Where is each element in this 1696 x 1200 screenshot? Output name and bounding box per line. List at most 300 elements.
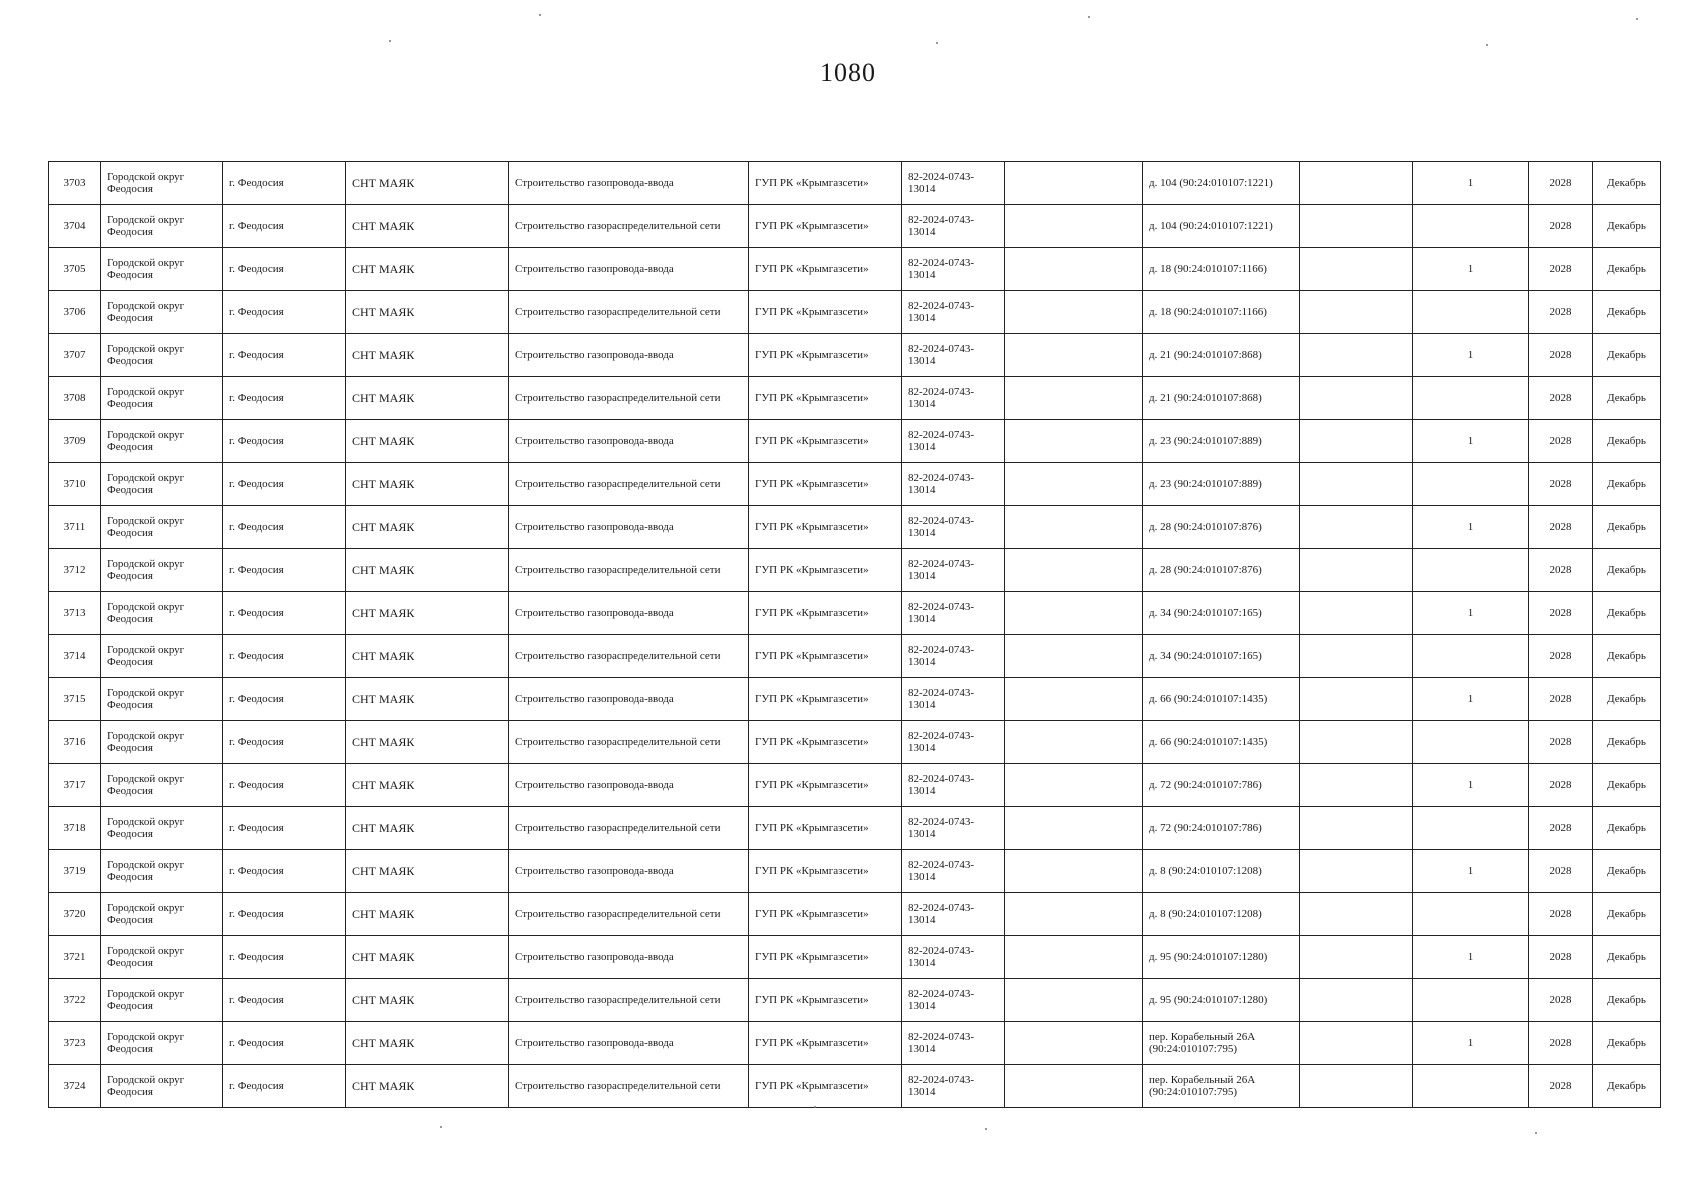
empty-cell: [1005, 549, 1143, 592]
work-type-cell: Строительство газопровода-ввода: [509, 850, 749, 893]
scan-speck: [1636, 18, 1638, 20]
quantity-cell: 1: [1413, 764, 1529, 807]
organization-cell: ГУП РК «Крымгазсети»: [749, 979, 902, 1022]
work-type-cell: Строительство газораспределительной сети: [509, 979, 749, 1022]
empty-cell: [1300, 721, 1413, 764]
quantity-cell: 1: [1413, 936, 1529, 979]
district-cell: Городской округ Феодосия: [101, 979, 223, 1022]
district-cell: Городской округ Феодосия: [101, 850, 223, 893]
works-table: [48, 161, 1661, 1108]
table-row: [49, 678, 1661, 721]
settlement-cell: СНТ МАЯК: [346, 635, 509, 678]
work-type-cell: Строительство газопровода-ввода: [509, 506, 749, 549]
table-row: [49, 936, 1661, 979]
scan-speck: [389, 40, 391, 42]
quantity-cell: 1: [1413, 1022, 1529, 1065]
address-cell: д. 23 (90:24:010107:889): [1143, 463, 1300, 506]
empty-cell: [1005, 592, 1143, 635]
empty-cell: [1005, 334, 1143, 377]
row-number-cell: 3717: [49, 764, 101, 807]
city-cell: г. Феодосия: [223, 721, 346, 764]
work-type-cell: Строительство газопровода-ввода: [509, 162, 749, 205]
table-row: [49, 377, 1661, 420]
code-cell: 82-2024-0743-13014: [902, 850, 1005, 893]
city-cell: г. Феодосия: [223, 334, 346, 377]
address-cell: д. 23 (90:24:010107:889): [1143, 420, 1300, 463]
address-cell: д. 21 (90:24:010107:868): [1143, 334, 1300, 377]
month-cell: Декабрь: [1593, 549, 1661, 592]
work-type-cell: Строительство газопровода-ввода: [509, 1022, 749, 1065]
empty-cell: [1300, 764, 1413, 807]
organization-cell: ГУП РК «Крымгазсети»: [749, 592, 902, 635]
month-cell: Декабрь: [1593, 936, 1661, 979]
row-number-cell: 3708: [49, 377, 101, 420]
code-cell: 82-2024-0743-13014: [902, 205, 1005, 248]
year-cell: 2028: [1529, 893, 1593, 936]
work-type-cell: Строительство газораспределительной сети: [509, 721, 749, 764]
quantity-cell: [1413, 635, 1529, 678]
quantity-cell: 1: [1413, 420, 1529, 463]
quantity-cell: [1413, 979, 1529, 1022]
code-cell: 82-2024-0743-13014: [902, 893, 1005, 936]
month-cell: Декабрь: [1593, 635, 1661, 678]
address-cell: д. 66 (90:24:010107:1435): [1143, 678, 1300, 721]
organization-cell: ГУП РК «Крымгазсети»: [749, 205, 902, 248]
code-cell: 82-2024-0743-13014: [902, 463, 1005, 506]
month-cell: Декабрь: [1593, 506, 1661, 549]
year-cell: 2028: [1529, 420, 1593, 463]
organization-cell: ГУП РК «Крымгазсети»: [749, 549, 902, 592]
settlement-cell: СНТ МАЯК: [346, 592, 509, 635]
row-number-cell: 3718: [49, 807, 101, 850]
organization-cell: ГУП РК «Крымгазсети»: [749, 420, 902, 463]
settlement-cell: СНТ МАЯК: [346, 1065, 509, 1108]
table-body: [49, 162, 1661, 1108]
organization-cell: ГУП РК «Крымгазсети»: [749, 1022, 902, 1065]
district-cell: Городской округ Феодосия: [101, 936, 223, 979]
table-row: [49, 979, 1661, 1022]
scan-speck: [539, 14, 541, 16]
row-number-cell: 3721: [49, 936, 101, 979]
organization-cell: ГУП РК «Крымгазсети»: [749, 506, 902, 549]
district-cell: Городской округ Феодосия: [101, 592, 223, 635]
settlement-cell: СНТ МАЯК: [346, 807, 509, 850]
row-number-cell: 3710: [49, 463, 101, 506]
address-cell: д. 104 (90:24:010107:1221): [1143, 162, 1300, 205]
empty-cell: [1005, 291, 1143, 334]
quantity-cell: 1: [1413, 592, 1529, 635]
quantity-cell: 1: [1413, 506, 1529, 549]
address-cell: пер. Корабельный 26А (90:24:010107:795): [1143, 1022, 1300, 1065]
district-cell: Городской округ Феодосия: [101, 807, 223, 850]
code-cell: 82-2024-0743-13014: [902, 1065, 1005, 1108]
year-cell: 2028: [1529, 678, 1593, 721]
address-cell: пер. Корабельный 26А (90:24:010107:795): [1143, 1065, 1300, 1108]
empty-cell: [1005, 721, 1143, 764]
scan-speck: [440, 1126, 442, 1128]
row-number-cell: 3722: [49, 979, 101, 1022]
month-cell: Декабрь: [1593, 1065, 1661, 1108]
city-cell: г. Феодосия: [223, 506, 346, 549]
district-cell: Городской округ Феодосия: [101, 162, 223, 205]
empty-cell: [1005, 162, 1143, 205]
year-cell: 2028: [1529, 162, 1593, 205]
row-number-cell: 3719: [49, 850, 101, 893]
row-number-cell: 3713: [49, 592, 101, 635]
address-cell: д. 28 (90:24:010107:876): [1143, 506, 1300, 549]
empty-cell: [1005, 463, 1143, 506]
empty-cell: [1300, 377, 1413, 420]
organization-cell: ГУП РК «Крымгазсети»: [749, 1065, 902, 1108]
work-type-cell: Строительство газораспределительной сети: [509, 463, 749, 506]
year-cell: 2028: [1529, 807, 1593, 850]
settlement-cell: СНТ МАЯК: [346, 506, 509, 549]
empty-cell: [1300, 162, 1413, 205]
row-number-cell: 3706: [49, 291, 101, 334]
month-cell: Декабрь: [1593, 979, 1661, 1022]
month-cell: Декабрь: [1593, 334, 1661, 377]
city-cell: г. Феодосия: [223, 764, 346, 807]
city-cell: г. Феодосия: [223, 549, 346, 592]
month-cell: Декабрь: [1593, 721, 1661, 764]
row-number-cell: 3723: [49, 1022, 101, 1065]
empty-cell: [1300, 205, 1413, 248]
scan-speck: [985, 1128, 987, 1130]
address-cell: д. 8 (90:24:010107:1208): [1143, 850, 1300, 893]
empty-cell: [1005, 1065, 1143, 1108]
year-cell: 2028: [1529, 549, 1593, 592]
empty-cell: [1300, 1022, 1413, 1065]
city-cell: г. Феодосия: [223, 893, 346, 936]
settlement-cell: СНТ МАЯК: [346, 291, 509, 334]
table-row: [49, 635, 1661, 678]
empty-cell: [1005, 893, 1143, 936]
month-cell: Декабрь: [1593, 377, 1661, 420]
address-cell: д. 34 (90:24:010107:165): [1143, 635, 1300, 678]
address-cell: д. 18 (90:24:010107:1166): [1143, 248, 1300, 291]
quantity-cell: [1413, 1065, 1529, 1108]
table-row: [49, 291, 1661, 334]
code-cell: 82-2024-0743-13014: [902, 807, 1005, 850]
organization-cell: ГУП РК «Крымгазсети»: [749, 678, 902, 721]
code-cell: 82-2024-0743-13014: [902, 979, 1005, 1022]
organization-cell: ГУП РК «Крымгазсети»: [749, 635, 902, 678]
settlement-cell: СНТ МАЯК: [346, 893, 509, 936]
empty-cell: [1300, 420, 1413, 463]
district-cell: Городской округ Феодосия: [101, 377, 223, 420]
row-number-cell: 3709: [49, 420, 101, 463]
code-cell: 82-2024-0743-13014: [902, 506, 1005, 549]
city-cell: г. Феодосия: [223, 291, 346, 334]
settlement-cell: СНТ МАЯК: [346, 334, 509, 377]
year-cell: 2028: [1529, 463, 1593, 506]
code-cell: 82-2024-0743-13014: [902, 420, 1005, 463]
page-number: 1080: [820, 58, 876, 87]
row-number-cell: 3712: [49, 549, 101, 592]
empty-cell: [1005, 506, 1143, 549]
month-cell: Декабрь: [1593, 248, 1661, 291]
year-cell: 2028: [1529, 377, 1593, 420]
year-cell: 2028: [1529, 979, 1593, 1022]
quantity-cell: 1: [1413, 678, 1529, 721]
table-row: [49, 506, 1661, 549]
code-cell: 82-2024-0743-13014: [902, 162, 1005, 205]
month-cell: Декабрь: [1593, 592, 1661, 635]
scan-speck: [1486, 44, 1488, 46]
organization-cell: ГУП РК «Крымгазсети»: [749, 893, 902, 936]
work-type-cell: Строительство газопровода-ввода: [509, 592, 749, 635]
table-row: [49, 248, 1661, 291]
city-cell: г. Феодосия: [223, 1022, 346, 1065]
table-row: [49, 205, 1661, 248]
month-cell: Декабрь: [1593, 291, 1661, 334]
year-cell: 2028: [1529, 291, 1593, 334]
empty-cell: [1005, 420, 1143, 463]
settlement-cell: СНТ МАЯК: [346, 463, 509, 506]
city-cell: г. Феодосия: [223, 850, 346, 893]
row-number-cell: 3704: [49, 205, 101, 248]
address-cell: д. 18 (90:24:010107:1166): [1143, 291, 1300, 334]
month-cell: Декабрь: [1593, 420, 1661, 463]
city-cell: г. Феодосия: [223, 678, 346, 721]
empty-cell: [1005, 764, 1143, 807]
quantity-cell: 1: [1413, 162, 1529, 205]
quantity-cell: [1413, 893, 1529, 936]
district-cell: Городской округ Феодосия: [101, 1022, 223, 1065]
quantity-cell: [1413, 721, 1529, 764]
quantity-cell: [1413, 291, 1529, 334]
settlement-cell: СНТ МАЯК: [346, 936, 509, 979]
empty-cell: [1300, 678, 1413, 721]
empty-cell: [1300, 506, 1413, 549]
city-cell: г. Феодосия: [223, 807, 346, 850]
address-cell: д. 72 (90:24:010107:786): [1143, 807, 1300, 850]
city-cell: г. Феодосия: [223, 420, 346, 463]
organization-cell: ГУП РК «Крымгазсети»: [749, 291, 902, 334]
empty-cell: [1300, 893, 1413, 936]
city-cell: г. Феодосия: [223, 463, 346, 506]
city-cell: г. Феодосия: [223, 162, 346, 205]
district-cell: Городской округ Феодосия: [101, 635, 223, 678]
code-cell: 82-2024-0743-13014: [902, 592, 1005, 635]
city-cell: г. Феодосия: [223, 635, 346, 678]
code-cell: 82-2024-0743-13014: [902, 721, 1005, 764]
month-cell: Декабрь: [1593, 162, 1661, 205]
empty-cell: [1300, 291, 1413, 334]
scan-speck: [936, 42, 938, 44]
empty-cell: [1005, 850, 1143, 893]
code-cell: 82-2024-0743-13014: [902, 936, 1005, 979]
table-row: [49, 721, 1661, 764]
table-row: [49, 893, 1661, 936]
empty-cell: [1005, 936, 1143, 979]
work-type-cell: Строительство газопровода-ввода: [509, 764, 749, 807]
city-cell: г. Феодосия: [223, 1065, 346, 1108]
empty-cell: [1005, 807, 1143, 850]
empty-cell: [1005, 205, 1143, 248]
month-cell: Декабрь: [1593, 205, 1661, 248]
year-cell: 2028: [1529, 850, 1593, 893]
table-row: [49, 592, 1661, 635]
address-cell: д. 95 (90:24:010107:1280): [1143, 979, 1300, 1022]
quantity-cell: 1: [1413, 248, 1529, 291]
settlement-cell: СНТ МАЯК: [346, 678, 509, 721]
district-cell: Городской округ Феодосия: [101, 678, 223, 721]
district-cell: Городской округ Феодосия: [101, 721, 223, 764]
quantity-cell: 1: [1413, 850, 1529, 893]
settlement-cell: СНТ МАЯК: [346, 162, 509, 205]
address-cell: д. 34 (90:24:010107:165): [1143, 592, 1300, 635]
empty-cell: [1300, 979, 1413, 1022]
work-type-cell: Строительство газораспределительной сети: [509, 549, 749, 592]
table-row: [49, 1022, 1661, 1065]
table-row: [49, 850, 1661, 893]
settlement-cell: СНТ МАЯК: [346, 248, 509, 291]
table-row: [49, 420, 1661, 463]
code-cell: 82-2024-0743-13014: [902, 1022, 1005, 1065]
settlement-cell: СНТ МАЯК: [346, 549, 509, 592]
work-type-cell: Строительство газораспределительной сети: [509, 205, 749, 248]
empty-cell: [1005, 678, 1143, 721]
work-type-cell: Строительство газопровода-ввода: [509, 334, 749, 377]
code-cell: 82-2024-0743-13014: [902, 377, 1005, 420]
row-number-cell: 3711: [49, 506, 101, 549]
month-cell: Декабрь: [1593, 764, 1661, 807]
code-cell: 82-2024-0743-13014: [902, 291, 1005, 334]
table-row: [49, 764, 1661, 807]
row-number-cell: 3707: [49, 334, 101, 377]
row-number-cell: 3705: [49, 248, 101, 291]
table-row: [49, 807, 1661, 850]
table-row: [49, 463, 1661, 506]
month-cell: Декабрь: [1593, 463, 1661, 506]
row-number-cell: 3714: [49, 635, 101, 678]
year-cell: 2028: [1529, 205, 1593, 248]
year-cell: 2028: [1529, 1022, 1593, 1065]
district-cell: Городской округ Феодосия: [101, 506, 223, 549]
empty-cell: [1300, 936, 1413, 979]
empty-cell: [1300, 1065, 1413, 1108]
scan-speck: [1535, 1132, 1537, 1134]
work-type-cell: Строительство газопровода-ввода: [509, 248, 749, 291]
work-type-cell: Строительство газораспределительной сети: [509, 1065, 749, 1108]
organization-cell: ГУП РК «Крымгазсети»: [749, 162, 902, 205]
city-cell: г. Феодосия: [223, 936, 346, 979]
settlement-cell: СНТ МАЯК: [346, 764, 509, 807]
settlement-cell: СНТ МАЯК: [346, 1022, 509, 1065]
district-cell: Городской округ Феодосия: [101, 764, 223, 807]
address-cell: д. 95 (90:24:010107:1280): [1143, 936, 1300, 979]
year-cell: 2028: [1529, 248, 1593, 291]
empty-cell: [1300, 334, 1413, 377]
district-cell: Городской округ Феодосия: [101, 420, 223, 463]
address-cell: д. 66 (90:24:010107:1435): [1143, 721, 1300, 764]
year-cell: 2028: [1529, 334, 1593, 377]
row-number-cell: 3724: [49, 1065, 101, 1108]
month-cell: Декабрь: [1593, 1022, 1661, 1065]
code-cell: 82-2024-0743-13014: [902, 635, 1005, 678]
settlement-cell: СНТ МАЯК: [346, 420, 509, 463]
organization-cell: ГУП РК «Крымгазсети»: [749, 377, 902, 420]
organization-cell: ГУП РК «Крымгазсети»: [749, 850, 902, 893]
city-cell: г. Феодосия: [223, 377, 346, 420]
quantity-cell: 1: [1413, 334, 1529, 377]
code-cell: 82-2024-0743-13014: [902, 248, 1005, 291]
empty-cell: [1300, 635, 1413, 678]
settlement-cell: СНТ МАЯК: [346, 377, 509, 420]
empty-cell: [1300, 463, 1413, 506]
year-cell: 2028: [1529, 764, 1593, 807]
district-cell: Городской округ Феодосия: [101, 1065, 223, 1108]
work-type-cell: Строительство газораспределительной сети: [509, 635, 749, 678]
work-type-cell: Строительство газораспределительной сети: [509, 893, 749, 936]
work-type-cell: Строительство газопровода-ввода: [509, 678, 749, 721]
row-number-cell: 3716: [49, 721, 101, 764]
empty-cell: [1005, 377, 1143, 420]
work-type-cell: Строительство газораспределительной сети: [509, 377, 749, 420]
settlement-cell: СНТ МАЯК: [346, 205, 509, 248]
empty-cell: [1300, 850, 1413, 893]
city-cell: г. Феодосия: [223, 592, 346, 635]
quantity-cell: [1413, 549, 1529, 592]
district-cell: Городской округ Феодосия: [101, 549, 223, 592]
month-cell: Декабрь: [1593, 807, 1661, 850]
settlement-cell: СНТ МАЯК: [346, 721, 509, 764]
organization-cell: ГУП РК «Крымгазсети»: [749, 248, 902, 291]
organization-cell: ГУП РК «Крымгазсети»: [749, 721, 902, 764]
scan-speck: [814, 1106, 816, 1108]
organization-cell: ГУП РК «Крымгазсети»: [749, 936, 902, 979]
organization-cell: ГУП РК «Крымгазсети»: [749, 807, 902, 850]
settlement-cell: СНТ МАЯК: [346, 979, 509, 1022]
address-cell: д. 8 (90:24:010107:1208): [1143, 893, 1300, 936]
year-cell: 2028: [1529, 635, 1593, 678]
work-type-cell: Строительство газопровода-ввода: [509, 420, 749, 463]
work-type-cell: Строительство газораспределительной сети: [509, 807, 749, 850]
address-cell: д. 104 (90:24:010107:1221): [1143, 205, 1300, 248]
table-row: [49, 1065, 1661, 1108]
quantity-cell: [1413, 377, 1529, 420]
year-cell: 2028: [1529, 1065, 1593, 1108]
year-cell: 2028: [1529, 721, 1593, 764]
organization-cell: ГУП РК «Крымгазсети»: [749, 764, 902, 807]
city-cell: г. Феодосия: [223, 205, 346, 248]
district-cell: Городской округ Феодосия: [101, 248, 223, 291]
code-cell: 82-2024-0743-13014: [902, 334, 1005, 377]
month-cell: Декабрь: [1593, 850, 1661, 893]
city-cell: г. Феодосия: [223, 979, 346, 1022]
year-cell: 2028: [1529, 936, 1593, 979]
work-type-cell: Строительство газораспределительной сети: [509, 291, 749, 334]
quantity-cell: [1413, 205, 1529, 248]
code-cell: 82-2024-0743-13014: [902, 678, 1005, 721]
code-cell: 82-2024-0743-13014: [902, 549, 1005, 592]
empty-cell: [1300, 592, 1413, 635]
district-cell: Городской округ Феодосия: [101, 291, 223, 334]
address-cell: д. 28 (90:24:010107:876): [1143, 549, 1300, 592]
district-cell: Городской округ Феодосия: [101, 893, 223, 936]
scan-speck: [1088, 16, 1090, 18]
table-row: [49, 162, 1661, 205]
city-cell: г. Феодосия: [223, 248, 346, 291]
settlement-cell: СНТ МАЯК: [346, 850, 509, 893]
month-cell: Декабрь: [1593, 678, 1661, 721]
table-row: [49, 334, 1661, 377]
empty-cell: [1005, 1022, 1143, 1065]
district-cell: Городской округ Феодосия: [101, 334, 223, 377]
table-row: [49, 549, 1661, 592]
code-cell: 82-2024-0743-13014: [902, 764, 1005, 807]
